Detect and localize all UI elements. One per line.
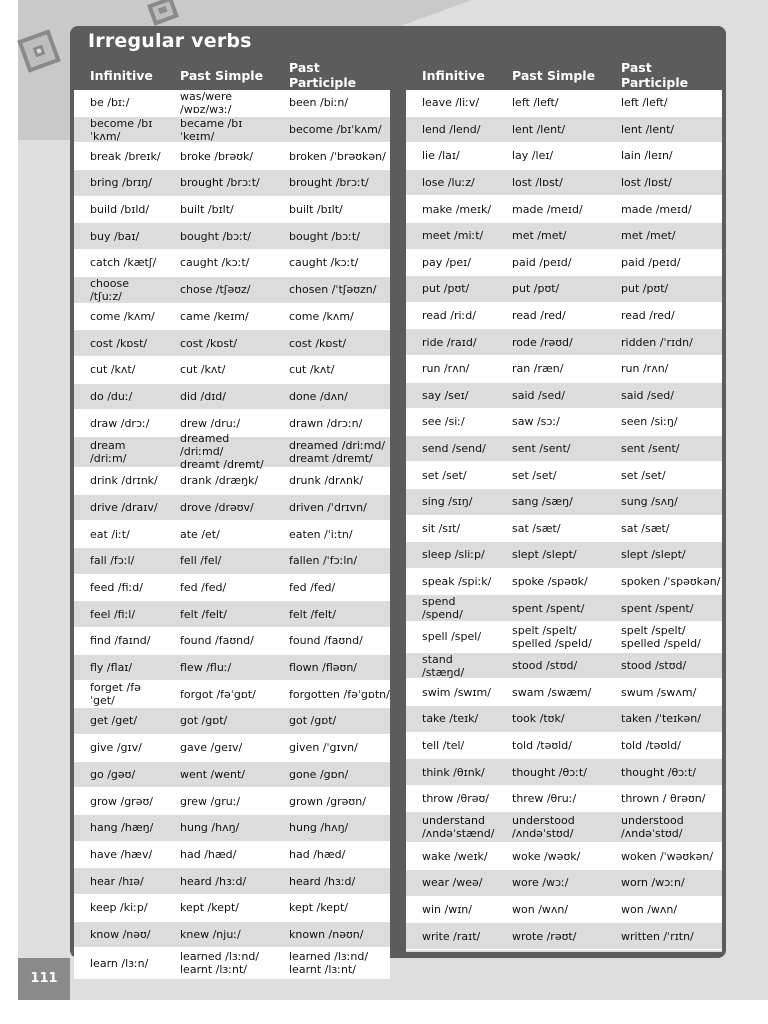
cell-past-simple: sat /sæt/ — [512, 521, 561, 535]
cell-past-participle: come /kʌm/ — [289, 309, 354, 323]
table-row — [406, 542, 722, 569]
cell-infinitive: catch /kætʃ/ — [90, 256, 157, 270]
cell-past-simple: got /gɒt/ — [180, 714, 228, 728]
cell-infinitive: wear /weə/ — [422, 876, 483, 890]
cell-past-simple: lost /lɒst/ — [512, 176, 563, 190]
cell-infinitive: draw /drɔː/ — [90, 416, 150, 430]
table-row — [74, 788, 390, 815]
cell-past-participle: ridden /ˈrɪdn/ — [621, 335, 693, 349]
cell-infinitive: leave /liːv/ — [422, 96, 480, 110]
cell-past-simple: woke /wəʊk/ — [512, 849, 581, 863]
table-row — [406, 356, 722, 383]
cell-infinitive: forget /fəˈget/ — [90, 681, 141, 708]
cell-past-simple: drew /druː/ — [180, 416, 241, 430]
cell-past-simple: cut /kʌt/ — [180, 363, 226, 377]
cell-past-participle: given /ˈgɪvn/ — [289, 741, 358, 755]
table-row — [74, 90, 390, 117]
cell-past-participle: put /pʊt/ — [621, 282, 669, 296]
cell-past-simple: thought /θɔːt/ — [512, 765, 587, 779]
table-row — [406, 870, 722, 897]
cell-past-simple: chose /tʃəʊz/ — [180, 283, 251, 297]
cell-past-simple: lent /lent/ — [512, 122, 566, 136]
cell-past-participle: lain /leɪn/ — [621, 149, 673, 163]
cell-infinitive: swim /swɪm/ — [422, 685, 491, 699]
page-title: Irregular verbs — [88, 30, 252, 52]
cell-past-simple: wore /wɔː/ — [512, 876, 569, 890]
cell-past-simple: slept /slept/ — [512, 548, 577, 562]
cell-past-simple: found /faʊnd/ — [180, 634, 254, 648]
table-row — [74, 575, 390, 602]
table-row — [74, 468, 390, 495]
cell-infinitive: eat /iːt/ — [90, 527, 130, 541]
cell-infinitive: think /θɪnk/ — [422, 765, 485, 779]
cell-infinitive: lie /laɪ/ — [422, 149, 460, 163]
cell-past-simple: had /hæd/ — [180, 847, 237, 861]
cell-past-simple: did /dɪd/ — [180, 389, 226, 403]
cell-infinitive: say /seɪ/ — [422, 388, 469, 402]
table-row — [74, 277, 390, 304]
cell-infinitive: break /breɪk/ — [90, 149, 161, 163]
cell-past-participle: been /biːn/ — [289, 96, 349, 110]
cell-past-simple: gave /geɪv/ — [180, 741, 243, 755]
cell-past-participle: thrown / θrəʊn/ — [621, 792, 706, 806]
cell-infinitive: dream /driːm/ — [90, 438, 127, 465]
cell-past-simple: wrote /rəʊt/ — [512, 929, 577, 943]
cell-infinitive: lend /lend/ — [422, 122, 481, 136]
cell-past-participle: worn /wɔːn/ — [621, 876, 685, 890]
cell-past-participle: eaten /ˈiːtn/ — [289, 527, 353, 541]
cell-past-participle: drawn /drɔːn/ — [289, 416, 363, 430]
cell-infinitive: sit /sɪt/ — [422, 521, 461, 535]
cell-past-simple: heard /hɜːd/ — [180, 874, 247, 888]
cell-past-simple: drank /dræŋk/ — [180, 474, 259, 488]
table-row — [406, 436, 722, 463]
cell-past-simple: sent /sent/ — [512, 442, 571, 456]
cell-infinitive: drink /drɪnk/ — [90, 474, 158, 488]
cell-infinitive: cost /kɒst/ — [90, 336, 148, 350]
cell-past-simple: ate /et/ — [180, 527, 220, 541]
cell-infinitive: throw /θrəʊ/ — [422, 792, 490, 806]
cell-past-participle: flown /fləʊn/ — [289, 661, 357, 675]
cell-past-simple: spelt /spelt/ spelled /speld/ — [512, 623, 592, 650]
table-header — [74, 60, 390, 90]
cell-past-participle: won /wʌn/ — [621, 902, 678, 916]
cell-infinitive: win /wɪn/ — [422, 902, 472, 916]
cell-infinitive: go /gəʊ/ — [90, 767, 136, 781]
table-row — [74, 495, 390, 522]
table-row — [74, 521, 390, 548]
cell-past-simple: stood /stʊd/ — [512, 659, 578, 673]
left-table-body — [74, 90, 390, 979]
cell-past-simple: felt /felt/ — [180, 607, 227, 621]
cell-past-participle: understood /ʌndəˈstʊd/ — [621, 814, 684, 841]
cell-infinitive: take /teɪk/ — [422, 712, 479, 726]
cell-past-participle: known /nəʊn/ — [289, 927, 364, 941]
table-row — [74, 197, 390, 224]
table-row — [74, 330, 390, 357]
table-row — [406, 897, 722, 924]
cell-past-simple: drove /drəʊv/ — [180, 500, 254, 514]
cell-past-participle: spent /spent/ — [621, 601, 694, 615]
cell-past-participle: made /meɪd/ — [621, 202, 692, 216]
cell-past-simple: rode /rəʊd/ — [512, 335, 573, 349]
table-row — [74, 143, 390, 170]
cell-past-participle: found /faʊnd/ — [289, 634, 363, 648]
cell-past-participle: written /ˈrɪtn/ — [621, 929, 694, 943]
cell-infinitive: do /duː/ — [90, 389, 133, 403]
cell-past-simple: took /tʊk/ — [512, 712, 565, 726]
cell-infinitive: be /bɪː/ — [90, 96, 130, 110]
table-row — [406, 843, 722, 870]
cell-past-simple: left /left/ — [512, 96, 559, 110]
cell-past-participle: forgotten /fəˈgɒtn/ — [289, 687, 390, 701]
cell-past-simple: spoke /spəʊk/ — [512, 574, 588, 588]
cell-past-participle: sent /sent/ — [621, 442, 680, 456]
table-row — [406, 786, 722, 813]
cell-infinitive: run /rʌn/ — [422, 362, 470, 376]
table-row — [74, 304, 390, 331]
cell-past-simple: lay /leɪ/ — [512, 149, 554, 163]
table-row — [406, 170, 722, 197]
cell-past-participle: kept /kept/ — [289, 901, 348, 915]
cell-infinitive: spell /spel/ — [422, 630, 482, 644]
cell-infinitive: have /hæv/ — [90, 847, 153, 861]
cell-infinitive: understand /ʌndəˈstænd/ — [422, 814, 495, 841]
cell-past-participle: met /met/ — [621, 229, 676, 243]
cell-past-simple: threw /θruː/ — [512, 792, 577, 806]
cell-infinitive: find /faɪnd/ — [90, 634, 151, 648]
cell-infinitive: stand /stæŋd/ — [422, 652, 465, 679]
cell-past-participle: read /red/ — [621, 309, 675, 323]
cell-past-simple: became /bɪˈkeɪm/ — [180, 116, 243, 143]
cell-infinitive: send /send/ — [422, 442, 486, 456]
cell-infinitive: tell /tel/ — [422, 738, 465, 752]
cell-infinitive: drive /draɪv/ — [90, 500, 158, 514]
table-row — [74, 170, 390, 197]
cell-past-participle: brought /brɔːt/ — [289, 176, 369, 190]
table-row — [406, 250, 722, 277]
cell-infinitive: sleep /sliːp/ — [422, 548, 485, 562]
left-verb-table — [74, 60, 390, 979]
table-row — [406, 706, 722, 733]
cell-infinitive: hear /hɪə/ — [90, 874, 144, 888]
table-row — [406, 923, 722, 950]
cell-past-participle: lent /lent/ — [621, 122, 675, 136]
table-row — [74, 842, 390, 869]
table-row — [406, 733, 722, 760]
table-row — [74, 708, 390, 735]
cell-infinitive: build /bɪld/ — [90, 203, 150, 217]
cell-past-participle: lost /lɒst/ — [621, 176, 672, 190]
cell-past-participle: dreamed /driːmd/ dreamt /dremt/ — [289, 438, 386, 465]
table-row — [406, 569, 722, 596]
header-past-simple: Past Simple — [512, 67, 596, 83]
cell-past-participle: driven /ˈdrɪvn/ — [289, 500, 367, 514]
table-row — [406, 679, 722, 706]
cell-infinitive: write /raɪt/ — [422, 929, 481, 943]
cell-past-simple: cost /kɒst/ — [180, 336, 238, 350]
table-row — [406, 90, 722, 117]
header-infinitive: Infinitive — [90, 67, 153, 83]
table-row — [406, 143, 722, 170]
cell-past-simple: sang /sæŋ/ — [512, 495, 573, 509]
cell-past-participle: broken /ˈbrəʊkən/ — [289, 149, 386, 163]
cell-past-participle: said /sed/ — [621, 388, 674, 402]
cell-infinitive: see /siː/ — [422, 415, 465, 429]
cell-past-participle: told /təʊld/ — [621, 738, 681, 752]
cell-past-participle: caught /kɔːt/ — [289, 256, 359, 270]
table-row — [406, 276, 722, 303]
header-past-participle: Past Participle — [289, 60, 357, 90]
table-row — [406, 759, 722, 786]
table-row — [74, 250, 390, 277]
cell-past-simple: broke /brəʊk/ — [180, 149, 254, 163]
cell-past-simple: flew /fluː/ — [180, 661, 232, 675]
cell-infinitive: fly /flaɪ/ — [90, 661, 133, 675]
cell-infinitive: bring /brɪŋ/ — [90, 176, 152, 190]
cell-infinitive: sing /sɪŋ/ — [422, 495, 473, 509]
cell-infinitive: set /set/ — [422, 468, 467, 482]
cell-past-participle: woken /ˈwəʊkən/ — [621, 849, 714, 863]
cell-past-participle: done /dʌn/ — [289, 389, 348, 403]
cell-past-participle: run /rʌn/ — [621, 362, 669, 376]
cell-infinitive: become /bɪˈkʌm/ — [90, 116, 153, 143]
table-row — [406, 329, 722, 356]
cell-past-participle: hung /hʌŋ/ — [289, 821, 349, 835]
cell-past-simple: spent /spent/ — [512, 601, 585, 615]
cell-past-simple: read /red/ — [512, 309, 566, 323]
header-past-participle: Past Participle — [621, 60, 689, 90]
table-row — [74, 735, 390, 762]
cell-infinitive: ride /raɪd/ — [422, 335, 477, 349]
cell-past-participle: bought /bɔːt/ — [289, 229, 360, 243]
table-row — [74, 223, 390, 250]
cell-past-participle: chosen /ˈtʃəʊzn/ — [289, 283, 377, 297]
cell-past-simple: swam /swæm/ — [512, 685, 592, 699]
cell-infinitive: wake /weɪk/ — [422, 849, 488, 863]
table-row — [406, 622, 722, 653]
cell-infinitive: hang /hæŋ/ — [90, 821, 154, 835]
cell-past-participle: slept /slept/ — [621, 548, 686, 562]
table-header — [406, 60, 722, 90]
cell-past-simple: fed /fed/ — [180, 581, 227, 595]
cell-past-simple: ran /ræn/ — [512, 362, 564, 376]
cell-past-simple: hung /hʌŋ/ — [180, 821, 240, 835]
header-past-simple: Past Simple — [180, 67, 264, 83]
table-row — [74, 922, 390, 949]
cell-past-simple: fell /fel/ — [180, 554, 222, 568]
cell-past-participle: got /gɒt/ — [289, 714, 337, 728]
cell-infinitive: come /kʌm/ — [90, 309, 155, 323]
cell-past-simple: won /wʌn/ — [512, 902, 569, 916]
table-row — [74, 117, 390, 144]
cell-past-simple: said /sed/ — [512, 388, 565, 402]
cell-infinitive: lose /luːz/ — [422, 176, 475, 190]
table-row — [406, 196, 722, 223]
cell-infinitive: keep /kiːp/ — [90, 901, 148, 915]
cell-past-simple: dreamed /driːmd/ dreamt /dremt/ — [180, 432, 264, 472]
cell-past-participle: cut /kʌt/ — [289, 363, 335, 377]
cell-infinitive: feed /fiːd/ — [90, 581, 143, 595]
cell-past-participle: sung /sʌŋ/ — [621, 495, 678, 509]
cell-past-simple: grew /gruː/ — [180, 794, 241, 808]
table-row — [406, 462, 722, 489]
table-row — [74, 655, 390, 682]
cell-past-simple: forgot /fəˈgɒt/ — [180, 687, 256, 701]
right-table-body — [406, 90, 722, 950]
cell-past-simple: bought /bɔːt/ — [180, 229, 251, 243]
cell-past-simple: caught /kɔːt/ — [180, 256, 250, 270]
cell-infinitive: feel /fiːl/ — [90, 607, 136, 621]
cell-past-participle: fallen /ˈfɔːln/ — [289, 554, 358, 568]
cell-past-participle: had /hæd/ — [289, 847, 346, 861]
cell-past-participle: thought /θɔːt/ — [621, 765, 696, 779]
cell-infinitive: make /meɪk/ — [422, 202, 492, 216]
cell-past-simple: saw /sɔː/ — [512, 415, 560, 429]
cell-past-simple: came /keɪm/ — [180, 309, 249, 323]
cell-past-participle: swum /swʌm/ — [621, 685, 697, 699]
cell-infinitive: buy /baɪ/ — [90, 229, 140, 243]
cell-past-simple: met /met/ — [512, 229, 567, 243]
cell-past-participle: fed /fed/ — [289, 581, 336, 595]
cell-past-participle: become /bɪˈkʌm/ — [289, 123, 382, 137]
cell-past-simple: understood /ʌndəˈstʊd/ — [512, 814, 575, 841]
cell-infinitive: cut /kʌt/ — [90, 363, 136, 377]
table-row — [406, 595, 722, 622]
right-verb-table — [406, 60, 722, 950]
table-row — [74, 601, 390, 628]
cell-past-participle: grown /grəʊn/ — [289, 794, 366, 808]
table-row — [406, 303, 722, 330]
cell-past-simple: built /bɪlt/ — [180, 203, 234, 217]
cell-past-simple: set /set/ — [512, 468, 557, 482]
table-row — [74, 895, 390, 922]
cell-past-participle: learned /lɜːnd/ learnt /lɜːnt/ — [289, 950, 369, 977]
cell-infinitive: pay /peɪ/ — [422, 255, 471, 269]
cell-infinitive: spend /spend/ — [422, 595, 463, 622]
cell-past-participle: seen /siːŋ/ — [621, 415, 678, 429]
cell-past-simple: was/were /wɒz/wɜː/ — [180, 89, 232, 116]
table-row — [74, 815, 390, 842]
cell-past-simple: made /meɪd/ — [512, 202, 583, 216]
cell-infinitive: give /gɪv/ — [90, 741, 142, 755]
cell-past-simple: went /went/ — [180, 767, 246, 781]
cell-infinitive: choose /tʃuːz/ — [90, 276, 129, 303]
cell-past-simple: kept /kept/ — [180, 901, 239, 915]
table-row — [74, 548, 390, 575]
cell-past-participle: set /set/ — [621, 468, 666, 482]
cell-infinitive: learn /lɜːn/ — [90, 956, 149, 970]
cell-past-simple: brought /brɔːt/ — [180, 176, 260, 190]
cell-past-participle: paid /peɪd/ — [621, 255, 681, 269]
cell-past-simple: told /təʊld/ — [512, 738, 572, 752]
cell-infinitive: speak /spiːk/ — [422, 574, 492, 588]
cell-past-simple: put /pʊt/ — [512, 282, 560, 296]
table-row — [74, 384, 390, 411]
cell-past-simple: learned /lɜːnd/ learnt /lɜːnt/ — [180, 950, 260, 977]
table-row — [74, 681, 390, 708]
table-row — [74, 357, 390, 384]
table-row — [406, 117, 722, 144]
cell-past-participle: taken /ˈteɪkən/ — [621, 712, 701, 726]
cell-past-simple: knew /njuː/ — [180, 927, 241, 941]
cell-past-participle: sat /sæt/ — [621, 521, 670, 535]
table-row — [74, 432, 390, 472]
table-row — [406, 653, 722, 680]
header-infinitive: Infinitive — [422, 67, 485, 83]
table-row — [74, 868, 390, 895]
cell-infinitive: know /nəʊ/ — [90, 927, 151, 941]
page-number: 111 — [18, 958, 70, 1000]
cell-past-simple: paid /peɪd/ — [512, 255, 572, 269]
cell-infinitive: grow /grəʊ/ — [90, 794, 153, 808]
table-row — [74, 948, 390, 979]
cell-infinitive: fall /fɔːl/ — [90, 554, 135, 568]
table-row — [406, 383, 722, 410]
table-row — [406, 516, 722, 543]
cell-past-participle: left /left/ — [621, 96, 668, 110]
table-row — [74, 628, 390, 655]
cell-infinitive: meet /miːt/ — [422, 229, 484, 243]
cell-past-participle: drunk /drʌnk/ — [289, 474, 364, 488]
cell-past-participle: heard /hɜːd/ — [289, 874, 356, 888]
table-row — [74, 762, 390, 789]
cell-past-participle: felt /felt/ — [289, 607, 336, 621]
cell-past-participle: gone /gɒn/ — [289, 767, 349, 781]
cell-past-participle: built /bɪlt/ — [289, 203, 343, 217]
table-row — [406, 223, 722, 250]
cell-past-participle: spoken /ˈspəʊkən/ — [621, 574, 721, 588]
table-row — [406, 812, 722, 843]
cell-past-participle: cost /kɒst/ — [289, 336, 347, 350]
cell-past-participle: spelt /spelt/ spelled /speld/ — [621, 623, 701, 650]
cell-infinitive: get /get/ — [90, 714, 138, 728]
cell-infinitive: put /pʊt/ — [422, 282, 470, 296]
cell-past-participle: stood /stʊd/ — [621, 659, 687, 673]
table-row — [406, 409, 722, 436]
cell-infinitive: read /riːd/ — [422, 309, 476, 323]
table-row — [406, 489, 722, 516]
